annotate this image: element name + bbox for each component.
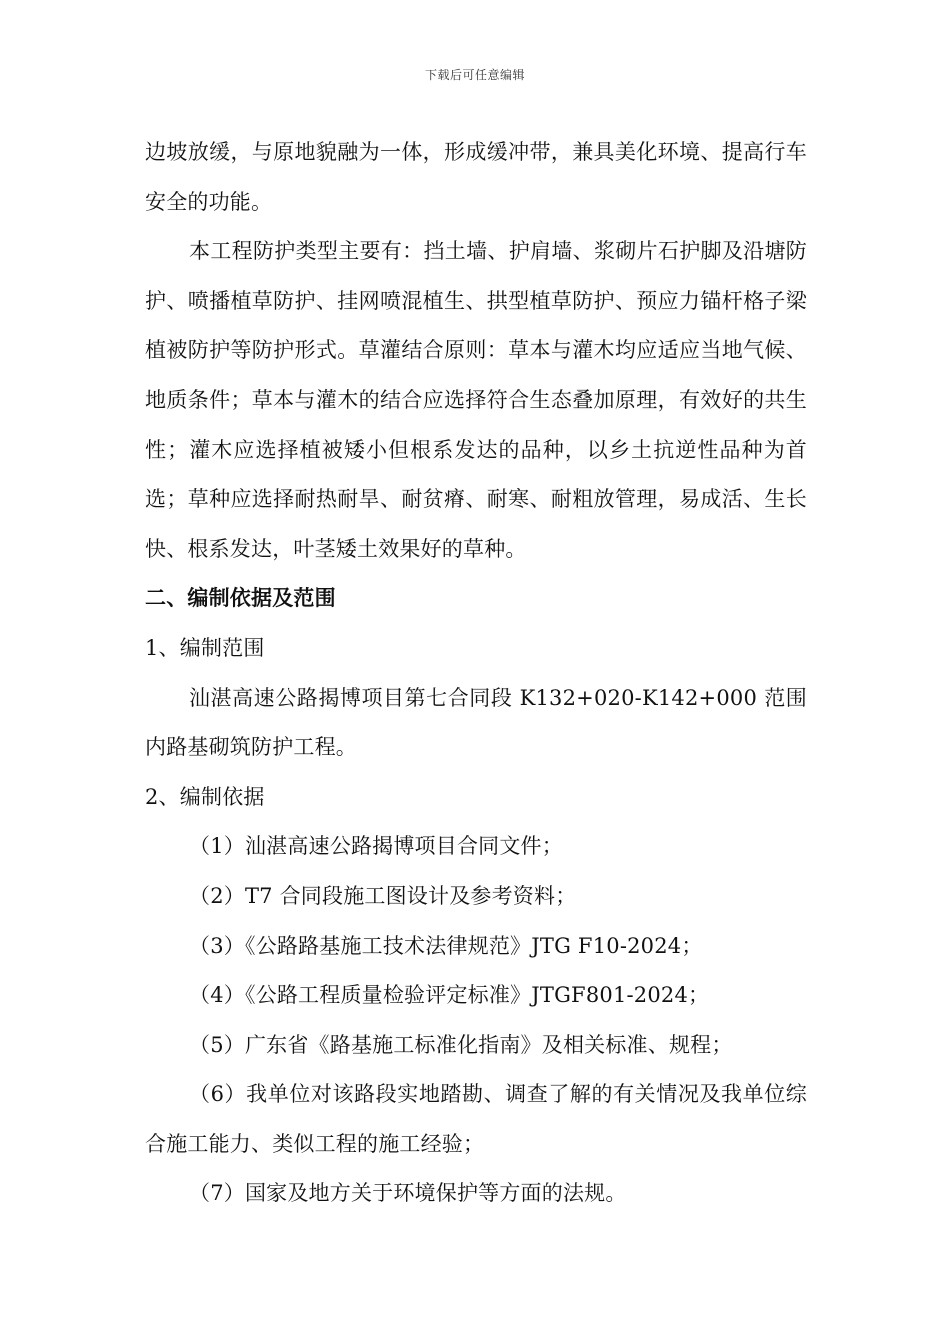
- section-heading-basis-scope: 二、编制依据及范围: [145, 586, 336, 611]
- basis-item: （4）《公路工程质量检验评定标准》JTGF801-2024；: [189, 983, 710, 1008]
- paragraph-protection-types: 本工程防护类型主要有：挡土墙、护肩墙、浆砌片石护脚及沿塘防护、喷播植草防护、挂网喷混植生、拱型植草防护、预应力锚杆格子梁植被防护等防护形式。草灌结合原则：草本与灌木均应适应当地气候、地质条件；草本与灌木的结合应选择符合生态叠加原理，有效好的共生性；灌木应选择植被矮小但根系发达的品种，以乡土抗逆性品种为首选；草种应选择耐热耐旱、耐贫瘠、耐寒、耐粗放管理，易成活、生长快、根系发达，叶茎矮土效果好的草种。: [145, 239, 807, 561]
- paragraph-scope: 汕湛高速公路揭博项目第七合同段 K132+020-K142+000 范围内路基砌筑防护工程。: [145, 685, 807, 760]
- basis-item: （6）我单位对该路段实地踏勘、调查了解的有关情况及我单位综合施工能力、类似工程的施工经验；: [145, 1082, 807, 1156]
- paragraph-continuation: 边坡放缓，与原地貌融为一体，形成缓冲带，兼具美化环境、提高行车安全的功能。: [145, 140, 807, 214]
- basis-item: （1）汕湛高速公路揭博项目合同文件；: [189, 834, 563, 859]
- basis-item: （2）T7 合同段施工图设计及参考资料；: [189, 883, 577, 908]
- basis-item: （3）《公路路基施工技术法律规范》JTG F10-2024；: [189, 933, 703, 958]
- document-body: [145, 128, 807, 1219]
- header-note: 下载后可任意编辑: [424, 68, 525, 82]
- subheading-scope: 1、编制范围: [145, 635, 265, 660]
- basis-item: （7）国家及地方关于环境保护等方面的法规。: [189, 1181, 627, 1206]
- basis-item: （5）广东省《路基施工标准化指南》及相关标准、规程；: [189, 1032, 733, 1057]
- subheading-basis: 2、编制依据: [145, 784, 265, 809]
